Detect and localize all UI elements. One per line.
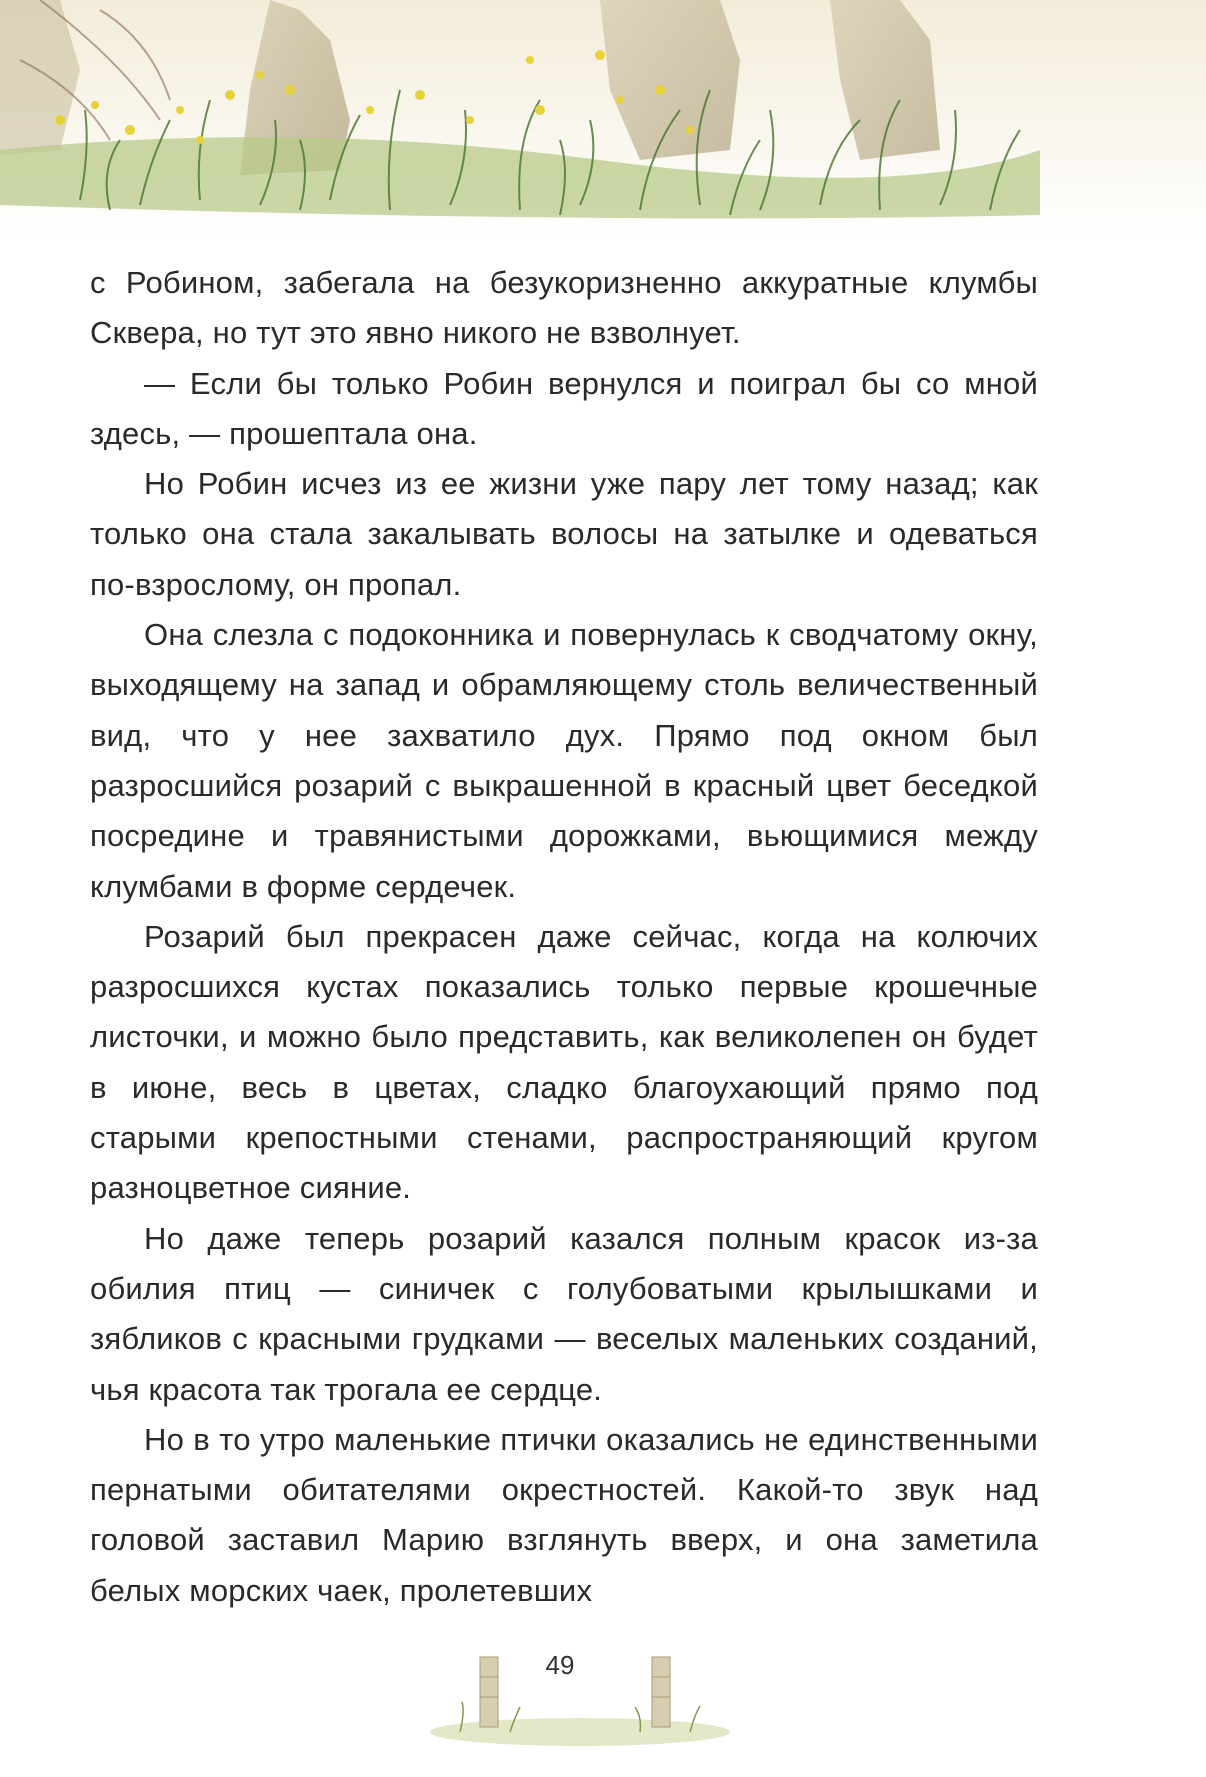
paragraph: с Робином, забегала на безукоризненно аккуратные клумбы Сквера, но тут это явно никого не взволнует. bbox=[90, 265, 1038, 351]
paragraph: — Если бы только Робин вернулся и поиграл бы со мной здесь, — прошептала она. bbox=[90, 365, 1038, 451]
page-number: 49 bbox=[545, 1650, 575, 1680]
gate-post-right bbox=[652, 1657, 670, 1727]
body-text bbox=[90, 258, 1038, 1616]
gate-post-left bbox=[480, 1657, 498, 1727]
paragraph: Она слезла с подоконника и повернулась к сводчатому окну, выходящему на запад и обрамляющему столь величественный вид, что у нее захватило дух. Прямо под окном был разросшийся розарий с выкрашенной в красный цвет беседкой посредине и травянистыми дорожками, вьющимися между клумбами в форме сердечек. bbox=[90, 617, 1038, 904]
paragraph: Но Робин исчез из ее жизни уже пару лет тому назад; как только она стала закалывать волосы на затылке и одеваться по-взрослому, он пропал. bbox=[90, 466, 1038, 602]
paragraph: Но в то утро маленькие птички оказались не единственными пернатыми обитателями окрестностей. Какой-то звук над головой заставил Марию взглянуть вверх, и она заметила белых морских чаек, пролетевших bbox=[90, 1421, 1038, 1608]
paragraph: Но даже теперь розарий казался полным красок из-за обилия птиц — синичек с голубоватыми крылышками и зябликов с красными грудками — веселых маленьких созданий, чья красота так трогала ее сердце. bbox=[90, 1220, 1038, 1407]
paragraph: Розарий был прекрасен даже сейчас, когда на колючих разросшихся кустах показались только первые крошечные листочки, и можно было представить, как великолепен он будет в июне, весь в цветах, сладко благоухающий прямо под старыми крепостными стенами, распространяющий кругом разноцветное сияние. bbox=[90, 918, 1038, 1206]
top-meadow-illustration bbox=[0, 0, 1206, 240]
